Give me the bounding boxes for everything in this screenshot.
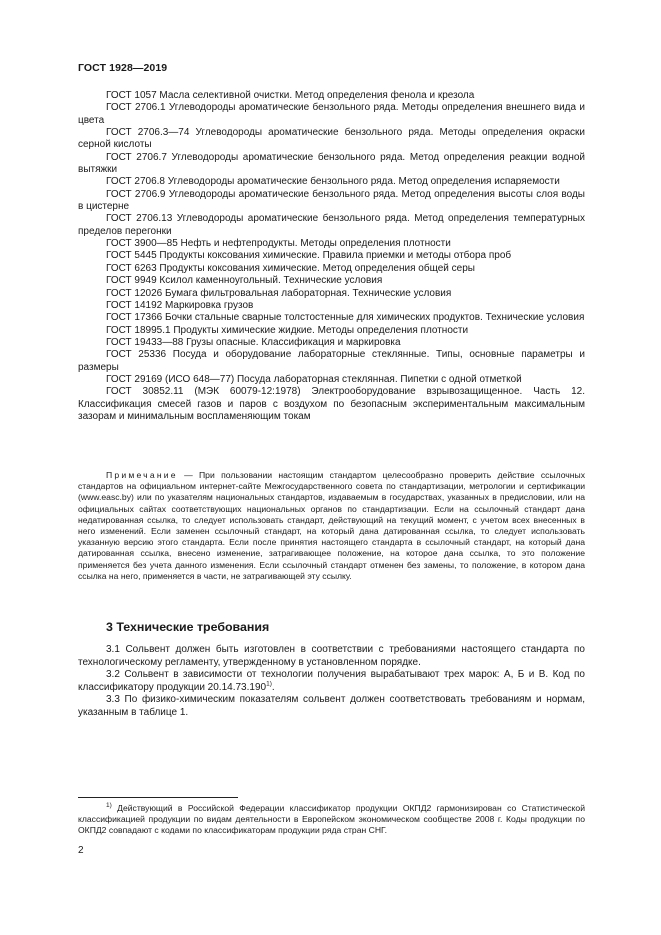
footnote-divider [78, 797, 238, 798]
reference-item: ГОСТ 19433—88 Грузы опасные. Классификация и маркировка [106, 336, 401, 348]
clause-3-2 [78, 669, 585, 694]
note-label: Примечание [106, 470, 178, 480]
footnote-text: Действующий в Российской Федерации классификатор продукции ОКПД2 гармонизирован со Статистической классификацией продукции по видам деятельности в Европейском экономическом сообществе 2008 г. Коды продукции по ОКПД2 совпадают с кодами по классификаторам продукции ряда стран СНГ. [78, 803, 585, 836]
reference-item: ГОСТ 6263 Продукты коксования химические. Метод определения общей серы [106, 262, 475, 274]
note-text: — При пользовании настоящим стандартом целесообразно проверить действие ссылочных стандартов на официальном интернет-сайте Межгосударственного совета по стандартизации, метрологии и сертификации (www.easc.by) или по указателям национальных стандартов, издаваемым в государствах, указанных в предисловии, или на официальных сайтах соответствующих национальных органов по стандартизации. Если на ссылочный стандарт дана недатированная ссылка, то следует использовать стандарт, действующий на текущий момент, с учетом всех внесенных в него изменений. Если заменен ссылочный стандарт, на который дана датированная ссылка, то следует использовать указанную версию этого стандарта. Если после принятия настоящего стандарта в ссылочный стандарт, на который дана датированная ссылка, внесено изменение, затрагивающее положение, на которое дана ссылка, то это положение применяется без учета данного изменения. Если ссылочный стандарт отменен без замены, то положение, в котором дана ссылка на него, применяется в части, не затрагивающей эту ссылку. [78, 470, 585, 581]
document-header: ГОСТ 1928—2019 [78, 62, 168, 74]
reference-item: ГОСТ 12026 Бумага фильтровальная лабораторная. Технические условия [106, 287, 452, 299]
section-title: 3 Технические требования [106, 620, 270, 634]
reference-item: ГОСТ 14192 Маркировка грузов [106, 299, 254, 311]
reference-item: ГОСТ 2706.9 Углеводороды ароматические бензольного ряда. Метод определения высоты слоя воды в цистерне [78, 188, 585, 213]
page-number: 2 [78, 845, 84, 856]
footnote-paragraph [78, 803, 585, 837]
reference-item: ГОСТ 9949 Ксилол каменноугольный. Технические условия [106, 275, 383, 287]
reference-item: ГОСТ 3900—85 Нефть и нефтепродукты. Методы определения плотности [106, 238, 451, 250]
reference-item: ГОСТ 17366 Бочки стальные сварные толстостенные для химических продуктов. Технические условия [106, 312, 585, 324]
footnote-mark: 1) [106, 802, 112, 810]
reference-item: ГОСТ 1057 Масла селективной очистки. Метод определения фенола и крезола [106, 90, 475, 101]
reference-item: ГОСТ 5445 Продукты коксования химические. Правила приемки и методы отбора проб [106, 250, 512, 262]
footnote [78, 803, 585, 837]
reference-item: ГОСТ 2706.13 Углеводороды ароматические бензольного ряда. Метод определения температурных пределов перегонки [78, 213, 585, 237]
normative-references-list [78, 90, 585, 423]
clause-3-1: 3.1 Сольвент должен быть изготовлен в соответствии с требованиями настоящего стандарта по технологическому регламенту, утвержденному в установленном порядке. [78, 644, 585, 668]
reference-item: ГОСТ 25336 Посуда и оборудование лабораторные стеклянные. Типы, основные параметры и размеры [78, 349, 585, 373]
reference-item: ГОСТ 2706.1 Углеводороды ароматические бензольного ряда. Методы определения внешнего вида и цвета [78, 102, 585, 126]
reference-item: ГОСТ 2706.8 Углеводороды ароматические бензольного ряда. Метод определения испаряемости [106, 176, 560, 188]
note-block [78, 470, 585, 582]
reference-item: ГОСТ 30852.11 (МЭК 60079-12:1978) Электрооборудование взрывозащищенное. Часть 12. Классификация смесей газов и паров с воздухом по безопасным экспериментальным максимальным зазорам и минимальным воспламеняющим токам [78, 386, 585, 422]
clause-3-3: 3.3 По физико-химическим показателям сольвент должен соответствовать требованиям и нормам, указанным в таблице 1. [78, 694, 585, 718]
reference-item: ГОСТ 29169 (ИСО 648—77) Посуда лабораторная стеклянная. Пипетки с одной отметкой [106, 373, 522, 385]
reference-item: ГОСТ 2706.7 Углеводороды ароматические бензольного ряда. Метод определения реакции водной вытяжки [78, 151, 585, 176]
clause-3-2-text: 3.2 Сольвент в зависимости от технологии получения вырабатывают трех марок: А, Б и В. Код по классификатору продукции 20.14.73.190 [78, 669, 585, 693]
note-paragraph [78, 470, 585, 582]
reference-item: ГОСТ 2706.3—74 Углеводороды ароматические бензольного ряда. Методы определения окраски серной кислоты [78, 127, 585, 151]
footnote-ref: 1) [266, 680, 272, 688]
section-technical-requirements [78, 620, 585, 720]
reference-item: ГОСТ 18995.1 Продукты химические жидкие. Методы определения плотности [106, 324, 469, 336]
clause-3-2-end: . [271, 681, 275, 693]
